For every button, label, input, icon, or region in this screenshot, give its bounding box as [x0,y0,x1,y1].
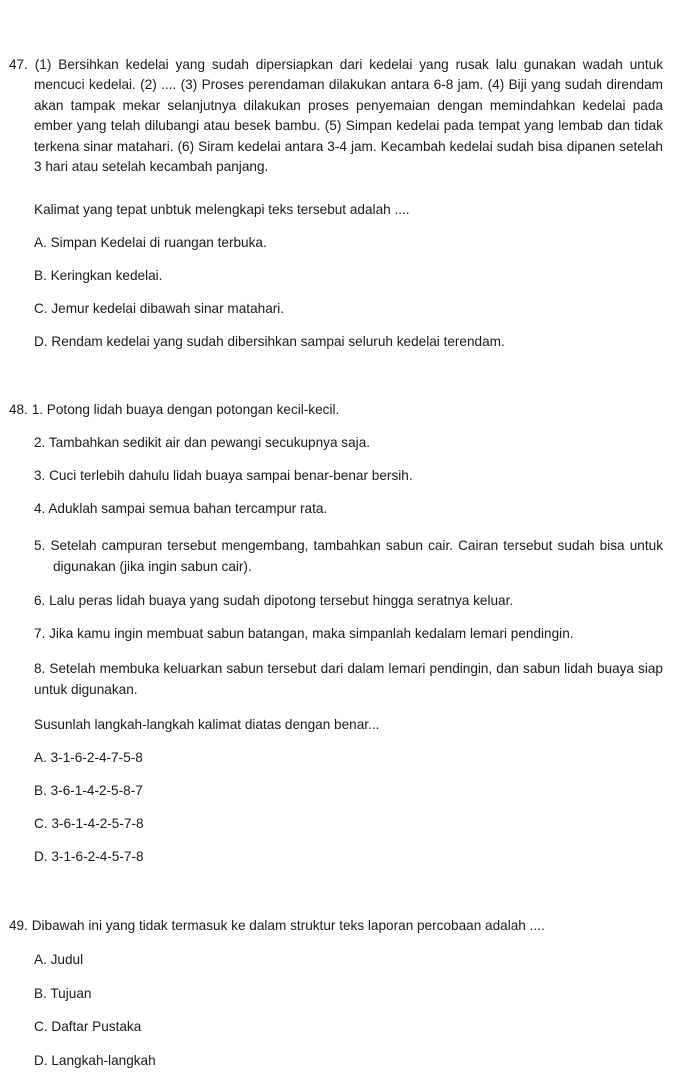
question-47-option-a[interactable]: A. Simpan Kedelai di ruangan terbuka. [34,235,267,250]
question-48-step-7: 7. Jika kamu ingin membuat sabun batangan, maka simpanlah kedalam lemari pendingin. [34,626,574,641]
question-49-stem [9,916,545,936]
question-47-prompt: Kalimat yang tepat unbtuk melengkapi teks tersebut adalah .... [34,202,410,217]
question-49-text: Dibawah ini yang tidak termasuk ke dalam struktur teks laporan percobaan adalah .... [31,918,545,933]
question-47-option-c[interactable]: C. Jemur kedelai dibawah sinar matahari. [34,301,285,316]
question-48-step-4: 4. Aduklah sampai semua bahan tercampur rata. [34,501,328,516]
question-49-option-d[interactable]: D. Langkah-langkah [34,1053,156,1068]
question-48-step-5 [34,535,663,577]
question-48-option-c[interactable]: C. 3-6-1-4-2-5-7-8 [34,816,144,831]
question-48-step-8: 8. Setelah membuka keluarkan sabun tersebut dari dalam lemari pendingin, dan sabun lidah buaya siap untuk digunakan. [34,661,663,697]
question-47-number: 47. [9,57,28,72]
question-47-option-b[interactable]: B. Keringkan kedelai. [34,268,163,283]
question-48-option-d[interactable]: D. 3-1-6-2-4-5-7-8 [34,849,144,864]
question-48 [9,400,663,870]
question-48-option-a[interactable]: A. 3-1-6-2-4-7-5-8 [34,750,143,765]
question-47 [9,55,663,375]
question-48-prompt: Susunlah langkah-langkah kalimat diatas dengan benar... [34,717,380,732]
question-49 [9,916,663,1086]
question-48-step-6: 6. Lalu peras lidah buaya yang sudah dipotong tersebut hingga seratnya keluar. [34,593,514,608]
question-48-step-1: 1. Potong lidah buaya dengan potongan kecil-kecil. [31,402,340,417]
question-48-step-5-text: 5. Setelah campuran tersebut mengembang, tambahkan sabun cair. Cairan tersebut sudah bisa untuk digunakan (jika ingin sabun cair). [34,538,663,574]
question-47-stem [9,55,663,177]
question-49-number: 49. [9,918,28,933]
question-48-option-b[interactable]: B. 3-6-1-4-2-5-8-7 [34,783,143,798]
question-48-step-2: 2. Tambahkan sedikit air dan pewangi secukupnya saja. [34,435,371,450]
question-48-number: 48. [9,402,28,417]
question-48-step-3: 3. Cuci terlebih dahulu lidah buaya sampai benar-benar bersih. [34,468,413,483]
question-47-text: (1) Bersihkan kedelai yang sudah dipersiapkan dari kedelai yang rusak lalu gunakan wadah untuk mencuci kedelai. (2) .... (3) Proses perendaman dilakukan antara 6-8 jam. (4) Biji yang sudah direndam akan tampak mekar selanjutnya dilakukan proses penyemaian dengan memindahkan kedelai pada ember yang telah dilubangi atau besek bambu. (5) Simpan kedelai pada tempat yang lembab dan tidak terkena sinar matahari. (6) Siram kedelai antara 3-4 jam. Kecambah kedelai sudah bisa dipanen setelah 3 hari atau setelah kecambah panjang. [34,57,663,175]
question-49-option-a[interactable]: A. Judul [34,952,84,967]
question-48-first-line [9,400,339,420]
question-49-option-b[interactable]: B. Tujuan [34,986,92,1001]
question-47-option-d[interactable]: D. Rendam kedelai yang sudah dibersihkan sampai seluruh kedelai terendam. [34,334,505,349]
question-49-option-c[interactable]: C. Daftar Pustaka [34,1019,142,1034]
